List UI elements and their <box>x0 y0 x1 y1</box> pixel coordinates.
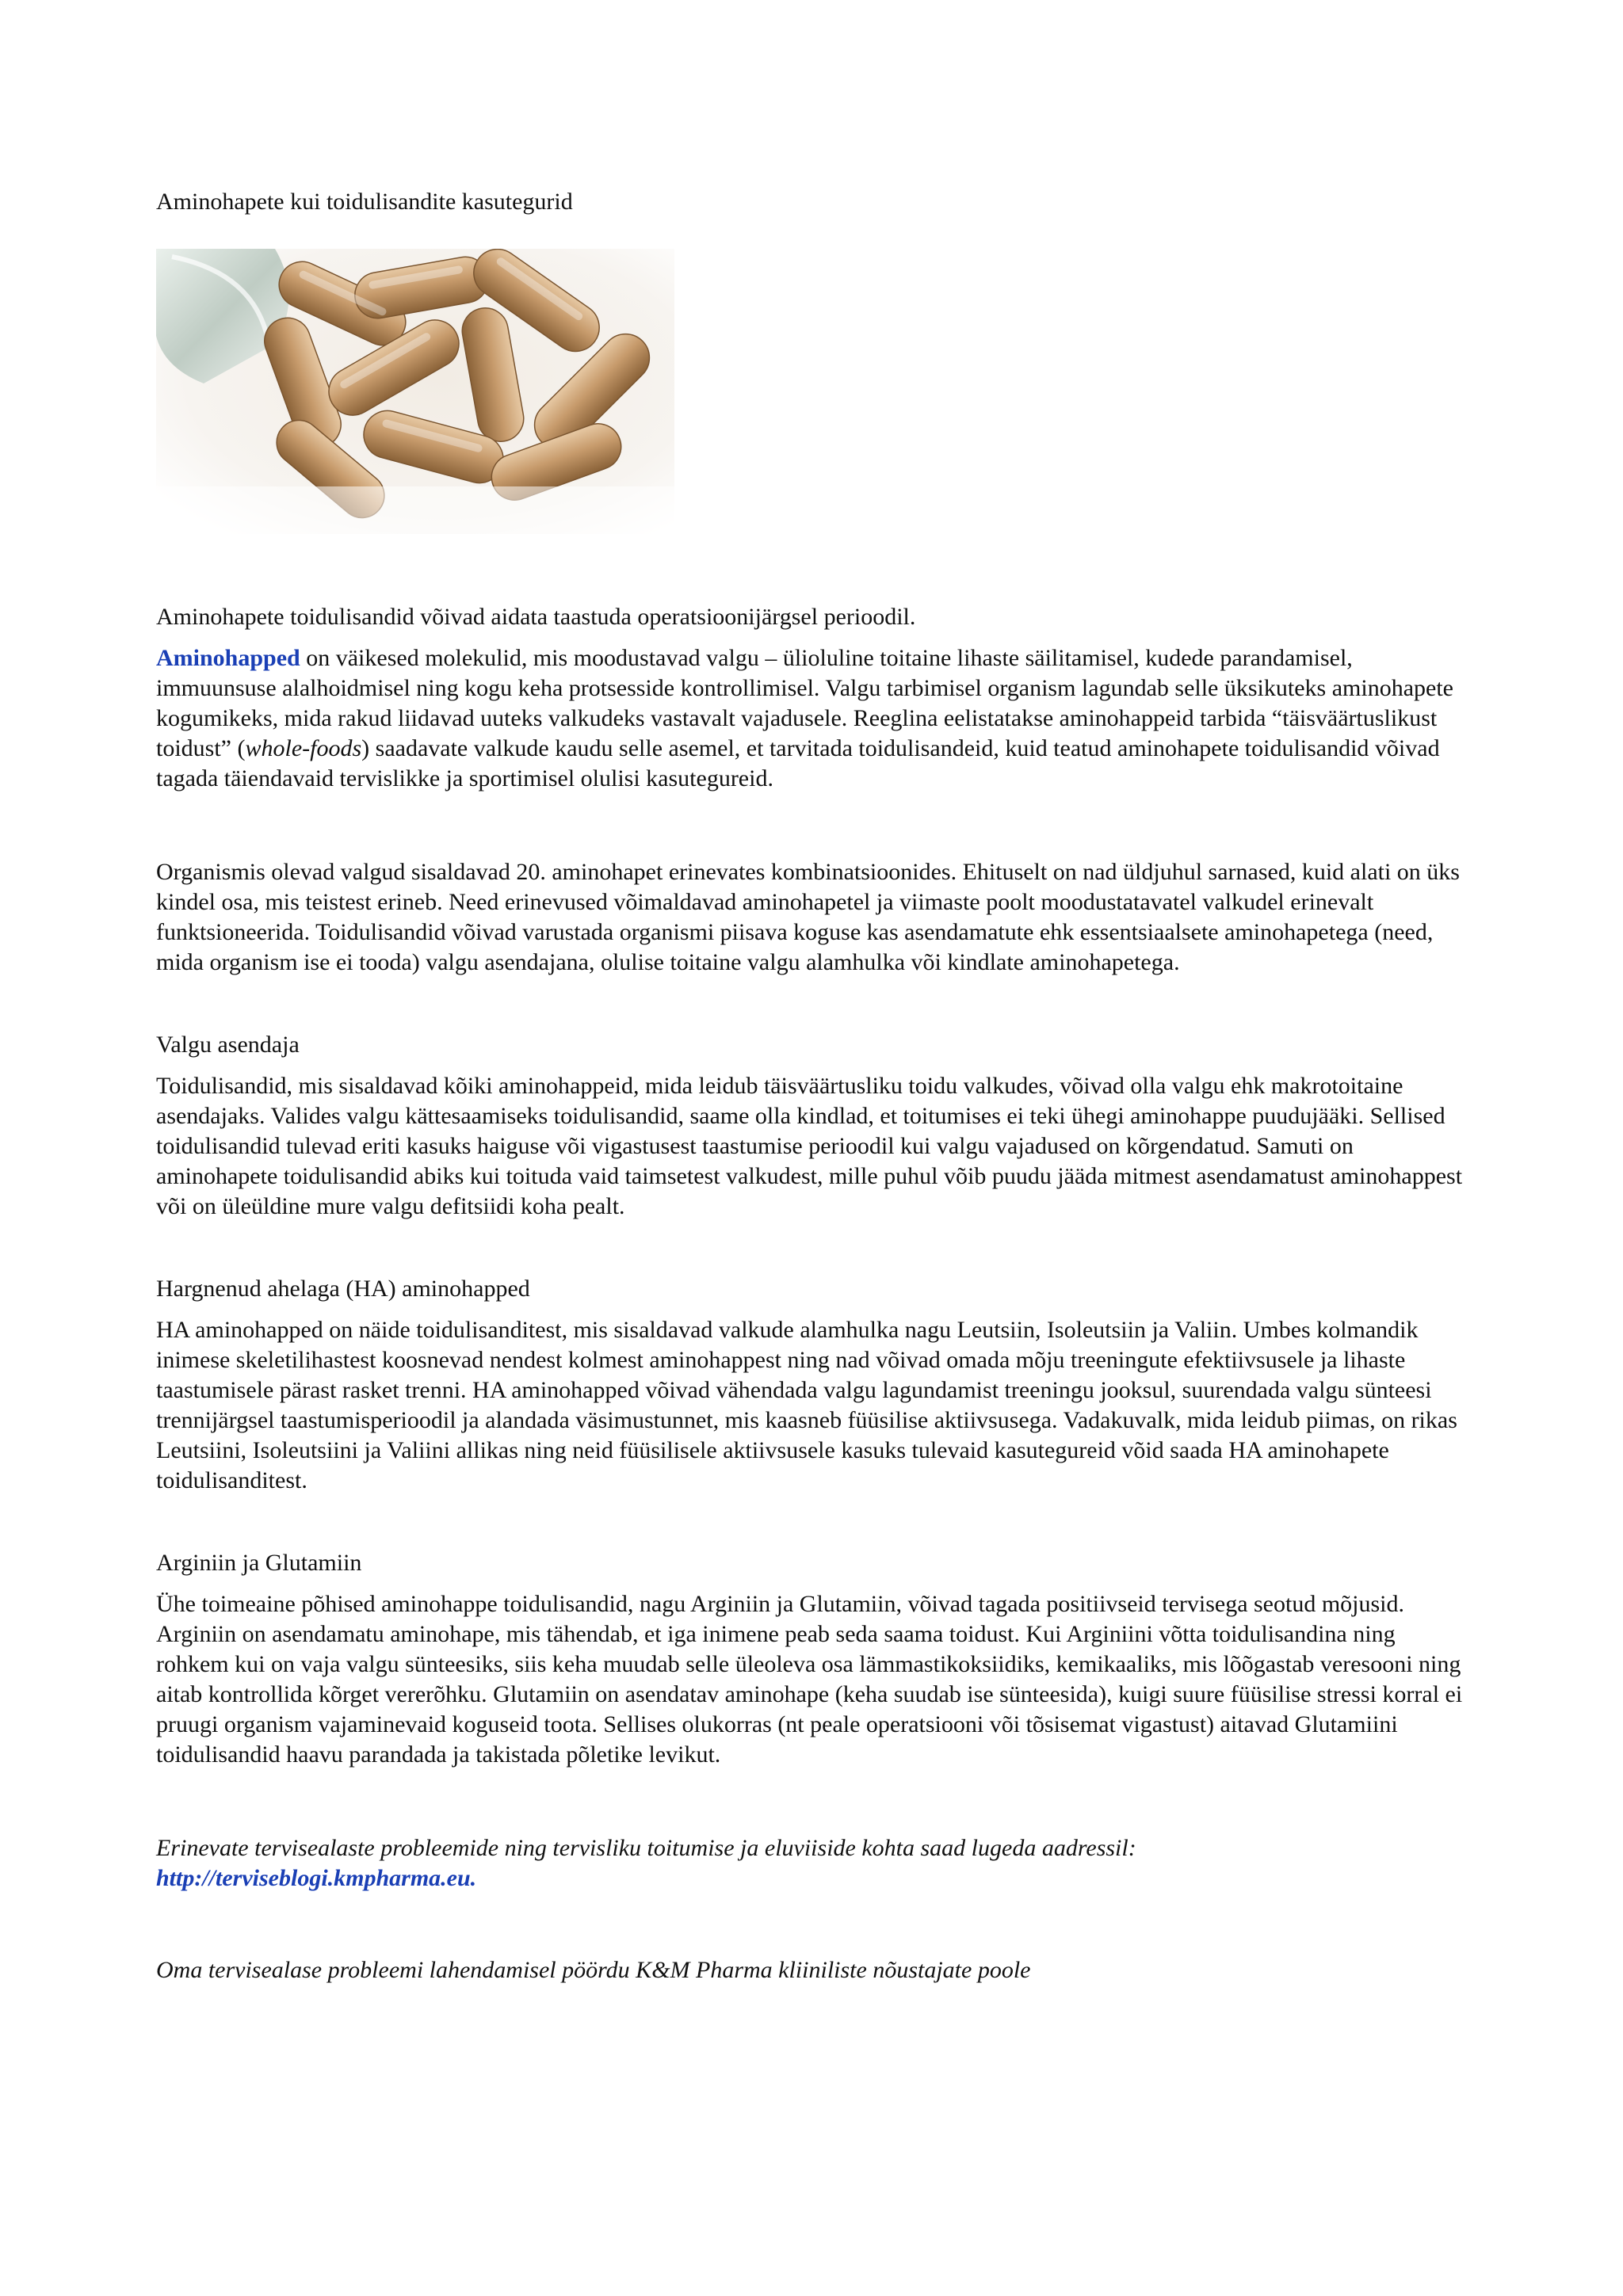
footer-note-text: Erinevate tervisealaste probleemide ning tervisliku toitumise ja eluviiside kohta saad lugeda aadressil: <box>156 1835 1136 1861</box>
capsules-illustration <box>156 249 674 534</box>
section-heading-arginine-glutamine: Arginiin ja Glutamiin <box>156 1550 362 1576</box>
section-heading-protein-substitute: Valgu asendaja <box>156 1032 300 1058</box>
document-title: Aminohapete kui toidulisandite kasutegurid <box>156 189 573 215</box>
whole-foods-term: whole-foods <box>245 735 362 761</box>
section-body-protein-substitute: Toidulisandid, mis sisaldavad kõiki aminohappeid, mida leidub täisväärtusliku toidu valkudes, võivad olla valgu ehk makrotoitaine asendajaks. Valides valgu kättesaamiseks toidulisandid, saame olla kindlad, et toitumises ei teki ühegi aminohappe puudujääki. Sellised toidulisandid tulevad eriti kasuks haiguse või vigastusest taastumise perioodil kui valgu vajadused on kõrgendatud. Samuti on aminohapete toidulisandid abiks kui toituda vaid taimsetest valkudest, mille puhul võib puudu jääda mitmest asendamatust aminohappest või on üleüldine mure valgu defitsiidi koha pealt. <box>156 1073 1463 1219</box>
section-body-arginine-glutamine: Ühe toimeaine põhised aminohappe toidulisandid, nagu Arginiin ja Glutamiin, võivad tagada positiivseid tervisega seotud mõjusid. Arginiin on asendamatu aminohape, mis tähendab, et iga inimene peab seda saama toidust. Kui Arginiini võtta toidulisandina ning rohkem kui on vaja valgu sünteesiks, siis keha muudab selle üleoleva osa lämmastikoksiidiks, kemikaaliks, mis lõõgastab veresooni ning aitab kontrollida kõrget vererõhku. Glutamiin on asendatav aminohape (keha suudab ise sünteesida), kuigi suure füüsilise stressi korral ei pruugi organism vajaminevaid koguseid toota. Sellises olukorras (nt peale operatsiooni või tõsisemat vigastust) aitavad Glutamiini toidulisandid haavu parandada ja takistada põletike levikut. <box>156 1591 1463 1768</box>
intro-text-2: ) saadavate valkude kaudu selle asemel, et tarvitada toidulisandeid, kuid teatud aminohapete toidulisandid võivad tagada täiendavaid tervislikke ja sportimisel olulisi kasutegureid. <box>156 735 1440 791</box>
section-heading-bcaa: Hargnenud ahelaga (HA) aminohapped <box>156 1276 530 1302</box>
section-body-bcaa: HA aminohapped on näide toidulisanditest, mis sisaldavad valkude alamhulka nagu Leutsiin, Isoleutsiin ja Valiin. Umbes kolmandik inimese skeletilihastest koosnevad nendest kolmest aminohappest ning nad võivad omada mõju treeningute efektiivsusele ja lihaste taastumisele pärast rasket trenni. HA aminohapped võivad vähendada valgu lagundamist treeningu jooksul, suurendada valgu sünteesi trennijärgsel taastumisperioodil ja alandada väsimustunnet, mis kaasneb füüsilise aktiivsusega. Vadakuvalk, mida leidub piimas, on rikas Leutsiini, Isoleutsiini ja Valiini allikas ning neid füüsilisele aktiivsusele kasuks tulevaid kasutegureid võid saada HA aminohapete toidulisanditest. <box>156 1317 1457 1493</box>
document-page <box>156 187 1472 1985</box>
capsules-photo <box>156 249 674 534</box>
footer-contact-note: Oma tervisealase probleemi lahendamisel pöördu K&M Pharma kliiniliste nõustajate poole <box>156 1957 1031 1983</box>
amino-acids-paragraph: Organismis olevad valgud sisaldavad 20. aminohapet erinevates kombinatsioonides. Ehituselt on nad üldjuhul sarnased, kuid alati on üks kindel osa, mis teistest erineb. Need erinevused võimaldavad aminohapetel ja viimaste poolt moodustatavatel valkudel erinevalt funktsioneerida. Toidulisandid võivad varustada organismi piisava koguse kas asendamatute ehk essentsiaalsete aminohapetega (need, mida organism ise ei tooda) valgu asendajana, olulise toitaine valgu alamhulka või kindlate aminohapetega. <box>156 859 1460 975</box>
intro-paragraph <box>156 643 1472 794</box>
footer-note <box>156 1833 1472 1894</box>
image-caption: Aminohapete toidulisandid võivad aidata taastuda operatsioonijärgsel perioodil. <box>156 604 916 630</box>
blog-url-link[interactable]: http://terviseblogi.kmpharma.eu. <box>156 1865 477 1891</box>
intro-text-1: on väikesed molekulid, mis moodustavad valgu – ülioluline toitaine lihaste säilitamisel, kudede parandamisel, immuunsuse alalhoidmisel ning kogu keha protsesside kontrollimisel. Valgu tarbimisel organism lagundab selle üksikuteks aminohapete kogumikeks, mida rakud liidavad uuteks valkudeks vastavalt vajadusele. Reeglina eelistatakse aminohappeid tarbida “täisväärtuslikust toidust” ( <box>156 645 1453 761</box>
aminohapped-link[interactable]: Aminohapped <box>156 645 300 671</box>
